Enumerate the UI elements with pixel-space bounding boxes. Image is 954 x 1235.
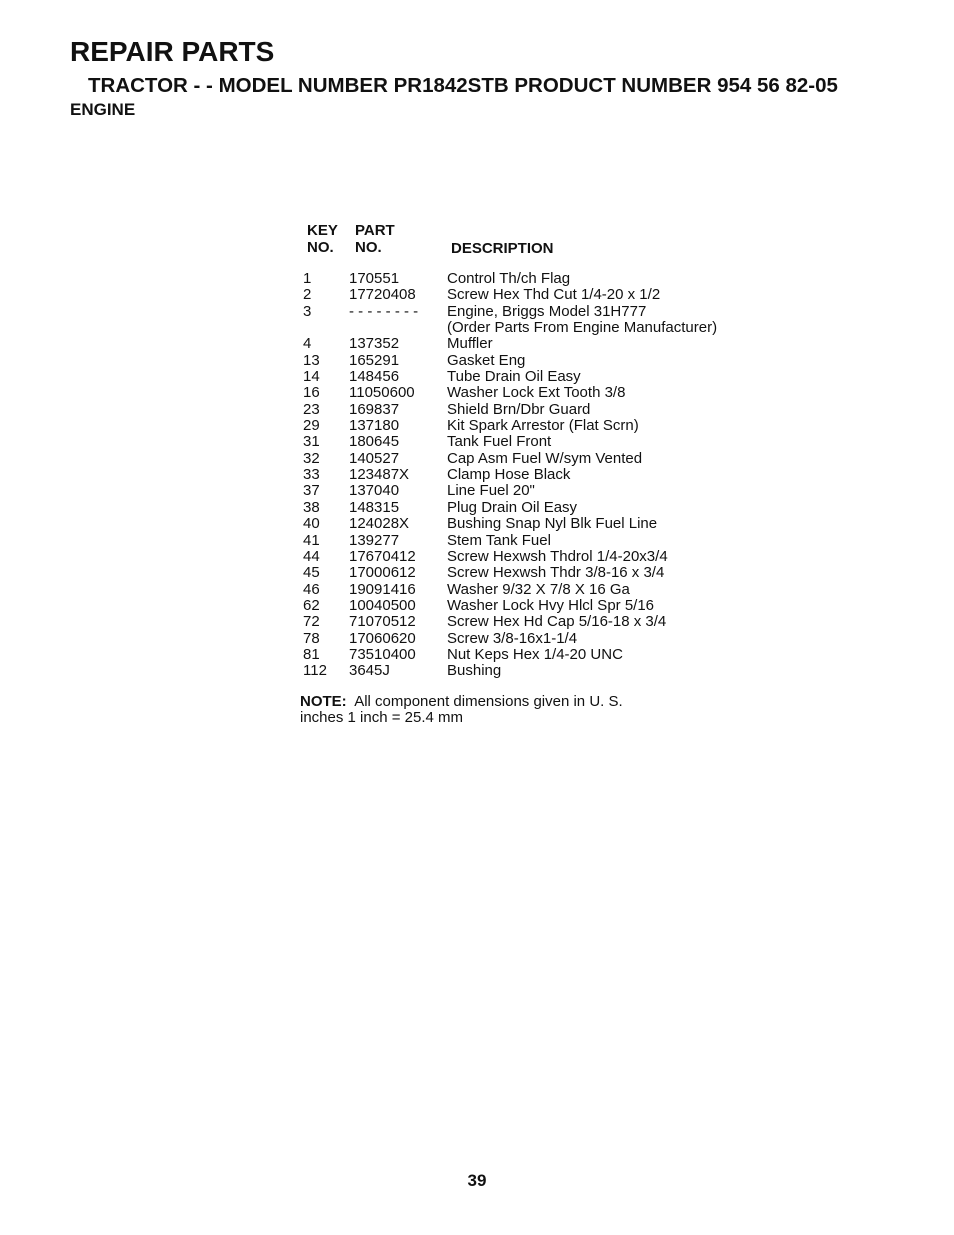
key-no-cell: 40	[303, 515, 320, 533]
part-no-cell: 19091416	[349, 580, 416, 598]
table-row	[300, 647, 760, 663]
table-row	[300, 287, 760, 303]
key-no-cell: 29	[303, 417, 320, 435]
table-row	[300, 353, 760, 369]
description-cell: Cap Asm Fuel W/sym Vented	[447, 449, 643, 467]
table-row	[300, 434, 760, 450]
key-no-cell: 78	[303, 629, 320, 647]
table-row	[300, 533, 760, 549]
part-header-line2: NO.	[355, 239, 382, 256]
description-cell: Washer 9/32 X 7/8 X 16 Ga	[447, 580, 630, 598]
key-no-cell: 32	[303, 449, 320, 467]
description-cell: (Order Parts From Engine Manufacturer)	[447, 319, 718, 337]
key-no-cell: 33	[303, 466, 320, 484]
part-no-cell: 140527	[349, 449, 400, 467]
description-cell: Tube Drain Oil Easy	[447, 368, 581, 386]
key-no-cell: 3	[303, 302, 312, 320]
description-cell: Tank Fuel Front	[447, 433, 552, 451]
key-no-cell: 2	[303, 286, 312, 304]
part-no-cell: 148315	[349, 498, 400, 516]
part-no-cell: 17720408	[349, 286, 416, 304]
description-cell: Gasket Eng	[447, 351, 526, 369]
part-no-cell: 17670412	[349, 547, 416, 565]
part-no-cell: 17000612	[349, 564, 416, 582]
description-cell: Bushing	[447, 662, 502, 680]
part-no-header	[355, 222, 395, 256]
table-row	[300, 271, 760, 287]
part-header-line1: PART	[355, 222, 395, 239]
key-no-cell: 46	[303, 580, 320, 598]
part-no-cell: 3645J	[349, 662, 390, 680]
part-no-cell: 137180	[349, 417, 400, 435]
part-no-cell: 180645	[349, 433, 400, 451]
part-no-cell: 170551	[349, 270, 400, 287]
key-no-cell: 112	[303, 662, 327, 680]
description-cell: Washer Lock Hvy Hlcl Spr 5/16	[447, 596, 655, 614]
table-row	[300, 369, 760, 385]
key-no-cell: 16	[303, 384, 320, 402]
part-no-cell: - - - - - - - -	[349, 302, 419, 320]
table-row	[300, 385, 760, 401]
parts-list	[300, 222, 760, 726]
part-no-cell: 10040500	[349, 596, 416, 614]
key-no-cell: 62	[303, 596, 320, 614]
table-row	[300, 598, 760, 614]
description-cell: Screw Hexwsh Thdr 3/8-16 x 3/4	[447, 564, 665, 582]
key-no-cell: 14	[303, 368, 320, 386]
description-cell: Line Fuel 20"	[447, 482, 535, 500]
table-row	[300, 516, 760, 532]
key-no-cell: 1	[303, 270, 312, 287]
table-row	[300, 451, 760, 467]
table-row	[300, 402, 760, 418]
description-cell: Plug Drain Oil Easy	[447, 498, 578, 516]
description-cell: Screw Hex Hd Cap 5/16-18 x 3/4	[447, 613, 667, 631]
page-title: REPAIR PARTS	[70, 36, 275, 67]
note-label: NOTE:	[300, 692, 347, 710]
description-cell: Stem Tank Fuel	[447, 531, 551, 549]
description-cell: Kit Spark Arrestor (Flat Scrn)	[447, 417, 639, 435]
parts-table-header	[300, 222, 760, 262]
note-line2: inches 1 inch = 25.4 mm	[300, 708, 464, 726]
table-row	[300, 320, 760, 336]
part-no-cell: 71070512	[349, 613, 416, 631]
table-row	[300, 614, 760, 630]
description-cell: Control Th/ch Flag	[447, 270, 571, 287]
key-no-cell: 13	[303, 351, 320, 369]
description-cell: Screw Hexwsh Thdrol 1/4-20x3/4	[447, 547, 668, 565]
description-cell: Muffler	[447, 335, 493, 353]
key-no-cell: 31	[303, 433, 320, 451]
table-row	[300, 565, 760, 581]
key-header-line2: NO.	[307, 239, 334, 256]
part-no-cell: 11050600	[349, 384, 415, 402]
key-no-cell: 81	[303, 645, 320, 663]
table-row	[300, 304, 760, 320]
part-no-cell: 123487X	[349, 466, 410, 484]
part-no-cell: 169837	[349, 400, 400, 418]
table-row	[300, 483, 760, 499]
table-row	[300, 549, 760, 565]
key-no-cell: 38	[303, 498, 320, 516]
description-cell: Clamp Hose Black	[447, 466, 571, 484]
parts-table-body	[300, 271, 760, 680]
key-no-cell: 4	[303, 335, 312, 353]
key-no-cell: 41	[303, 531, 320, 549]
key-no-cell: 44	[303, 547, 320, 565]
part-no-cell: 148456	[349, 368, 400, 386]
description-cell: Washer Lock Ext Tooth 3/8	[447, 384, 626, 402]
key-no-header	[307, 222, 338, 256]
page-number: 39	[467, 1171, 487, 1190]
key-header-line1: KEY	[307, 222, 338, 239]
description-cell: Screw Hex Thd Cut 1/4-20 x 1/2	[447, 286, 661, 304]
description-cell: Bushing Snap Nyl Blk Fuel Line	[447, 515, 658, 533]
part-no-cell: 124028X	[349, 515, 410, 533]
note-line1: All component dimensions given in U. S.	[354, 692, 623, 710]
key-no-cell: 37	[303, 482, 320, 500]
table-row	[300, 418, 760, 434]
key-no-cell: 23	[303, 400, 320, 418]
model-subtitle: TRACTOR - - MODEL NUMBER PR1842STB PRODUCT NUMBER 954 56 82-05	[88, 74, 838, 97]
table-row	[300, 663, 760, 679]
key-no-cell: 72	[303, 613, 320, 631]
part-no-cell: 17060620	[349, 629, 416, 647]
table-row	[300, 336, 760, 352]
table-row	[300, 631, 760, 647]
part-no-cell: 73510400	[349, 645, 416, 663]
dimension-note	[300, 694, 760, 726]
part-no-cell: 137040	[349, 482, 400, 500]
description-cell: Shield Brn/Dbr Guard	[447, 400, 591, 418]
description-cell: Screw 3/8-16x1-1/4	[447, 629, 578, 647]
description-cell: Engine, Briggs Model 31H777	[447, 302, 647, 320]
table-row	[300, 582, 760, 598]
table-row	[300, 500, 760, 516]
part-no-cell: 165291	[349, 351, 400, 369]
part-no-cell: 139277	[349, 531, 400, 549]
table-row	[300, 467, 760, 483]
section-heading: ENGINE	[70, 100, 136, 119]
part-no-cell: 137352	[349, 335, 400, 353]
key-no-cell: 45	[303, 564, 320, 582]
description-header: DESCRIPTION	[451, 240, 554, 257]
description-cell: Nut Keps Hex 1/4-20 UNC	[447, 645, 623, 663]
